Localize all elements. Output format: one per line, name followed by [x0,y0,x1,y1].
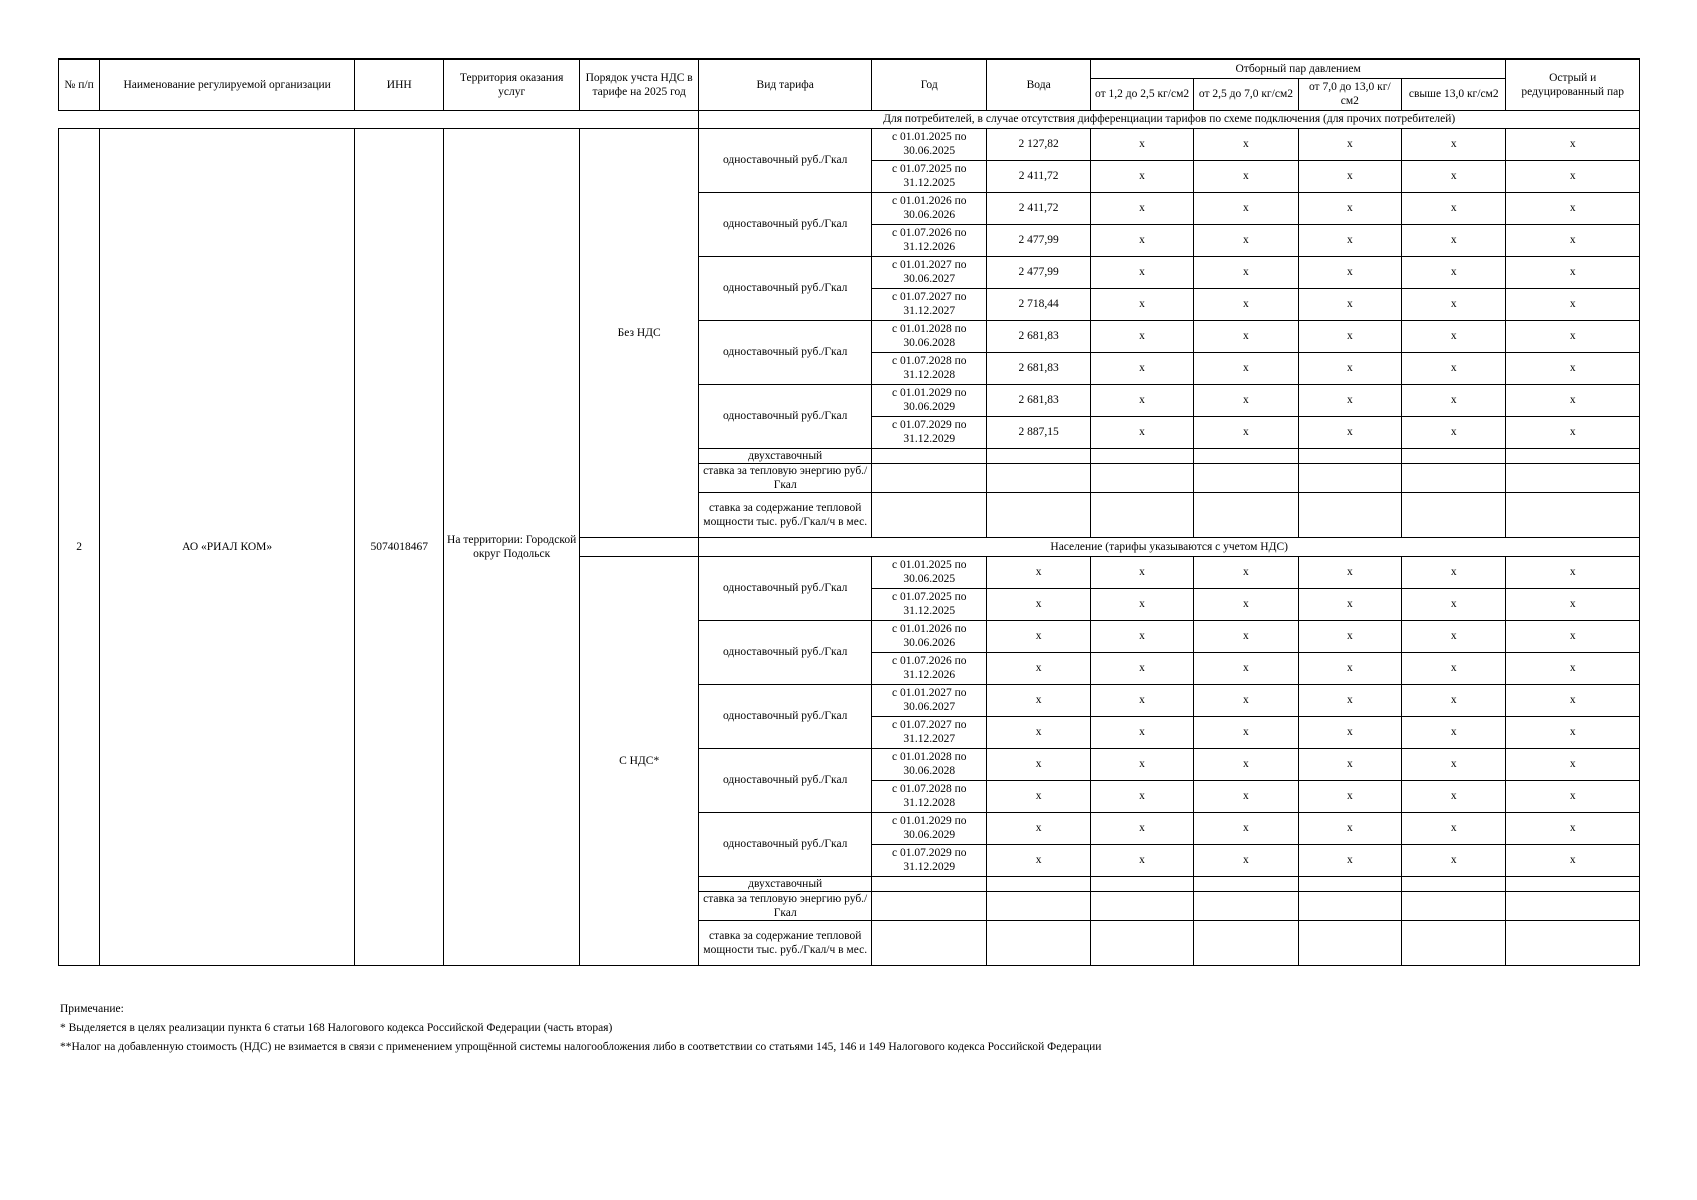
x-cell: x [1402,556,1506,588]
empty-cell [987,448,1090,463]
x-cell: x [1298,256,1401,288]
tariff-type-two-rate: двухставочный [699,876,872,891]
tariff-type-two-rate: двухставочный [699,448,872,463]
x-cell: x [1194,716,1298,748]
period-cell: с 01.01.2029 по 30.06.2029 [872,812,987,844]
empty-cell [987,492,1090,537]
water-value: 2 681,83 [987,352,1090,384]
x-cell: x [1298,812,1401,844]
empty-cell [1298,463,1401,492]
water-value: 2 477,99 [987,224,1090,256]
section-other-consumers: Для потребителей, в случае отсутствия дифференциации тарифов по схеме подключения (для прочих потребителей) [699,110,1640,128]
water-value: 2 718,44 [987,288,1090,320]
x-cell: x [1506,684,1640,716]
x-cell: x [1298,160,1401,192]
x-cell: x [1506,780,1640,812]
water-value: 2 411,72 [987,160,1090,192]
heat-energy-rate: ставка за тепловую энергию руб./Гкал [699,891,872,920]
population-vat-cell [579,537,698,556]
header-sharp-steam: Острый и редуцированный пар [1506,59,1640,110]
period-cell: с 01.07.2025 по 31.12.2025 [872,160,987,192]
x-cell: x [1090,780,1193,812]
tariff-type-one-rate: одноставочный руб./Гкал [699,128,872,192]
empty-cell [1402,448,1506,463]
x-cell: x [1090,556,1193,588]
x-cell: x [1402,384,1506,416]
empty-cell [1506,891,1640,920]
x-cell: x [1298,320,1401,352]
empty-cell [1506,876,1640,891]
org-inn: 5074018467 [355,128,444,965]
vat-with: С НДС* [579,556,698,965]
x-cell: x [1402,416,1506,448]
period-cell: с 01.01.2028 по 30.06.2028 [872,748,987,780]
x-cell: x [1298,128,1401,160]
x-cell: x [1506,352,1640,384]
period-cell: с 01.01.2027 по 30.06.2027 [872,256,987,288]
x-cell: x [1506,256,1640,288]
x-cell: x [1298,844,1401,876]
org-num: 2 [59,128,100,965]
header-inn: ИНН [355,59,444,110]
x-cell: x [1194,160,1298,192]
section-row [59,110,1640,128]
empty-cell [987,891,1090,920]
header-steam-1: от 1,2 до 2,5 кг/см2 [1090,78,1193,110]
period-cell: с 01.01.2026 по 30.06.2026 [872,192,987,224]
x-cell: x [1506,652,1640,684]
tariff-type-one-rate: одноставочный руб./Гкал [699,320,872,384]
empty-cell [1298,492,1401,537]
x-cell: x [1194,588,1298,620]
x-cell: x [1090,320,1193,352]
x-cell: x [1506,620,1640,652]
tariff-type-one-rate: одноставочный руб./Гкал [699,684,872,748]
water-value: 2 887,15 [987,416,1090,448]
x-cell: x [1298,556,1401,588]
header-row [59,59,1640,78]
x-cell: x [1090,128,1193,160]
x-cell: x [1298,780,1401,812]
empty-cell [1402,920,1506,965]
empty-cell [1090,876,1193,891]
x-cell: x [1090,652,1193,684]
empty-cell [1090,891,1193,920]
x-cell: x [1090,416,1193,448]
empty-cell [1506,463,1640,492]
empty-cell [1090,492,1193,537]
x-cell: x [1402,128,1506,160]
x-cell: x [1298,716,1401,748]
x-cell: x [1402,256,1506,288]
x-cell: x [1402,844,1506,876]
x-cell: x [1506,588,1640,620]
x-cell: x [1402,812,1506,844]
header-year: Год [872,59,987,110]
empty-cell [872,492,987,537]
note-2: **Налог на добавленную стоимость (НДС) не взимается в связи с применением упрощённой системы налогообложения либо в соответствии со статьями 145, 146 и 149 Налогового кодекса Российской Федерации [60,1041,1102,1053]
x-cell: x [1506,416,1640,448]
x-cell: x [1506,160,1640,192]
notes [60,1000,1101,1057]
x-cell: x [1194,288,1298,320]
x-cell: x [1090,844,1193,876]
x-cell: x [1194,684,1298,716]
water-value: 2 127,82 [987,128,1090,160]
empty-cell [1194,876,1298,891]
x-cell: x [1298,588,1401,620]
x-cell: x [1402,288,1506,320]
header-steam-4: свыше 13,0 кг/см2 [1402,78,1506,110]
water-value: x [987,556,1090,588]
empty-cell [872,876,987,891]
period-cell: с 01.07.2029 по 31.12.2029 [872,416,987,448]
empty-cell [872,920,987,965]
x-cell: x [1298,352,1401,384]
empty-cell [987,920,1090,965]
period-cell: с 01.01.2026 по 30.06.2026 [872,620,987,652]
empty-cell [1402,891,1506,920]
header-vat-order: Порядок учста НДС в тарифе на 2025 год [579,59,698,110]
note-1: * Выделяется в целях реализации пункта 6 статьи 168 Налогового кодекса Российской Федерации (часть вторая) [60,1022,613,1034]
x-cell: x [1194,556,1298,588]
empty-cell [987,876,1090,891]
x-cell: x [1506,844,1640,876]
x-cell: x [1506,224,1640,256]
period-cell: с 01.07.2026 по 31.12.2026 [872,224,987,256]
x-cell: x [1194,192,1298,224]
section-population: Население (тарифы указываются с учетом НДС) [699,537,1640,556]
empty-cell [1506,492,1640,537]
x-cell: x [1194,256,1298,288]
water-value: x [987,812,1090,844]
x-cell: x [1402,716,1506,748]
empty-cell [1402,463,1506,492]
x-cell: x [1090,288,1193,320]
header-org-name: Наименование регулируемой организации [100,59,355,110]
period-cell: с 01.01.2025 по 30.06.2025 [872,128,987,160]
water-value: x [987,684,1090,716]
x-cell: x [1402,684,1506,716]
x-cell: x [1402,192,1506,224]
x-cell: x [1194,224,1298,256]
x-cell: x [1506,384,1640,416]
x-cell: x [1194,320,1298,352]
tariff-type-one-rate: одноставочный руб./Гкал [699,384,872,448]
x-cell: x [1194,812,1298,844]
x-cell: x [1506,288,1640,320]
x-cell: x [1402,320,1506,352]
x-cell: x [1298,224,1401,256]
x-cell: x [1506,320,1640,352]
empty-cell [1194,492,1298,537]
blank-cell [59,110,699,128]
x-cell: x [1194,620,1298,652]
empty-cell [1298,448,1401,463]
x-cell: x [1090,684,1193,716]
x-cell: x [1194,748,1298,780]
empty-cell [987,463,1090,492]
capacity-rate: ставка за содержание тепловой мощности тыс. руб./Гкал/ч в мес. [699,920,872,965]
x-cell: x [1402,224,1506,256]
tariff-type-one-rate: одноставочный руб./Гкал [699,192,872,256]
period-cell: с 01.07.2028 по 31.12.2028 [872,780,987,812]
period-cell: с 01.07.2027 по 31.12.2027 [872,288,987,320]
x-cell: x [1090,384,1193,416]
water-value: x [987,620,1090,652]
water-value: 2 477,99 [987,256,1090,288]
period-cell: с 01.07.2026 по 31.12.2026 [872,652,987,684]
empty-cell [1506,448,1640,463]
header-steam-3: от 7,0 до 13,0 кг/см2 [1298,78,1401,110]
tariff-type-one-rate: одноставочный руб./Гкал [699,556,872,620]
x-cell: x [1402,652,1506,684]
period-cell: с 01.01.2029 по 30.06.2029 [872,384,987,416]
x-cell: x [1194,844,1298,876]
x-cell: x [1402,748,1506,780]
empty-cell [1194,891,1298,920]
period-cell: с 01.07.2029 по 31.12.2029 [872,844,987,876]
header-tariff-type: Вид тарифа [699,59,872,110]
x-cell: x [1506,192,1640,224]
header-steam-group: Отборный пар давлением [1090,59,1506,78]
x-cell: x [1506,812,1640,844]
x-cell: x [1090,192,1193,224]
tariff-type-one-rate: одноставочный руб./Гкал [699,620,872,684]
tariff-type-one-rate: одноставочный руб./Гкал [699,256,872,320]
water-value: 2 681,83 [987,384,1090,416]
x-cell: x [1506,128,1640,160]
x-cell: x [1090,160,1193,192]
empty-cell [872,463,987,492]
x-cell: x [1298,416,1401,448]
org-name: АО «РИАЛ КОМ» [100,128,355,965]
x-cell: x [1090,588,1193,620]
org-territory: На территории: Городской округ Подольск [444,128,580,965]
x-cell: x [1090,256,1193,288]
x-cell: x [1402,160,1506,192]
header-territory: Территория оказания услуг [444,59,580,110]
empty-cell [872,891,987,920]
water-value: x [987,844,1090,876]
x-cell: x [1402,352,1506,384]
x-cell: x [1298,652,1401,684]
tariff-type-one-rate: одноставочный руб./Гкал [699,748,872,812]
heat-energy-rate: ставка за тепловую энергию руб./Гкал [699,463,872,492]
x-cell: x [1506,716,1640,748]
empty-cell [1402,492,1506,537]
empty-cell [1194,448,1298,463]
x-cell: x [1402,620,1506,652]
period-cell: с 01.01.2025 по 30.06.2025 [872,556,987,588]
table-body [59,59,1640,965]
x-cell: x [1402,780,1506,812]
x-cell: x [1298,684,1401,716]
water-value: x [987,652,1090,684]
x-cell: x [1402,588,1506,620]
empty-cell [1506,920,1640,965]
tariff-type-one-rate: одноставочный руб./Гкал [699,812,872,876]
x-cell: x [1194,780,1298,812]
water-value: x [987,716,1090,748]
capacity-rate: ставка за содержание тепловой мощности тыс. руб./Гкал/ч в мес. [699,492,872,537]
water-value: x [987,780,1090,812]
x-cell: x [1090,224,1193,256]
empty-cell [1194,920,1298,965]
vat-without: Без НДС [579,128,698,537]
empty-cell [1090,463,1193,492]
empty-cell [872,448,987,463]
x-cell: x [1194,128,1298,160]
period-cell: с 01.07.2025 по 31.12.2025 [872,588,987,620]
x-cell: x [1194,384,1298,416]
header-steam-2: от 2,5 до 7,0 кг/см2 [1194,78,1298,110]
x-cell: x [1090,716,1193,748]
empty-cell [1090,920,1193,965]
water-value: 2 681,83 [987,320,1090,352]
period-cell: с 01.01.2028 по 30.06.2028 [872,320,987,352]
notes-title: Примечание: [60,1003,124,1015]
empty-cell [1194,463,1298,492]
period-cell: с 01.07.2027 по 31.12.2027 [872,716,987,748]
x-cell: x [1194,652,1298,684]
x-cell: x [1194,416,1298,448]
period-cell: с 01.07.2028 по 31.12.2028 [872,352,987,384]
empty-cell [1298,876,1401,891]
x-cell: x [1298,748,1401,780]
empty-cell [1090,448,1193,463]
x-cell: x [1506,748,1640,780]
tariff-table [58,58,1640,966]
x-cell: x [1506,556,1640,588]
empty-cell [1298,891,1401,920]
x-cell: x [1298,192,1401,224]
x-cell: x [1090,352,1193,384]
water-value: x [987,748,1090,780]
x-cell: x [1298,620,1401,652]
header-num: № п/п [59,59,100,110]
empty-cell [1298,920,1401,965]
x-cell: x [1090,748,1193,780]
x-cell: x [1090,620,1193,652]
x-cell: x [1298,288,1401,320]
x-cell: x [1298,384,1401,416]
water-value: x [987,588,1090,620]
empty-cell [1402,876,1506,891]
tariff-row [59,128,1640,160]
water-value: 2 411,72 [987,192,1090,224]
x-cell: x [1090,812,1193,844]
period-cell: с 01.01.2027 по 30.06.2027 [872,684,987,716]
x-cell: x [1194,352,1298,384]
header-water: Вода [987,59,1090,110]
